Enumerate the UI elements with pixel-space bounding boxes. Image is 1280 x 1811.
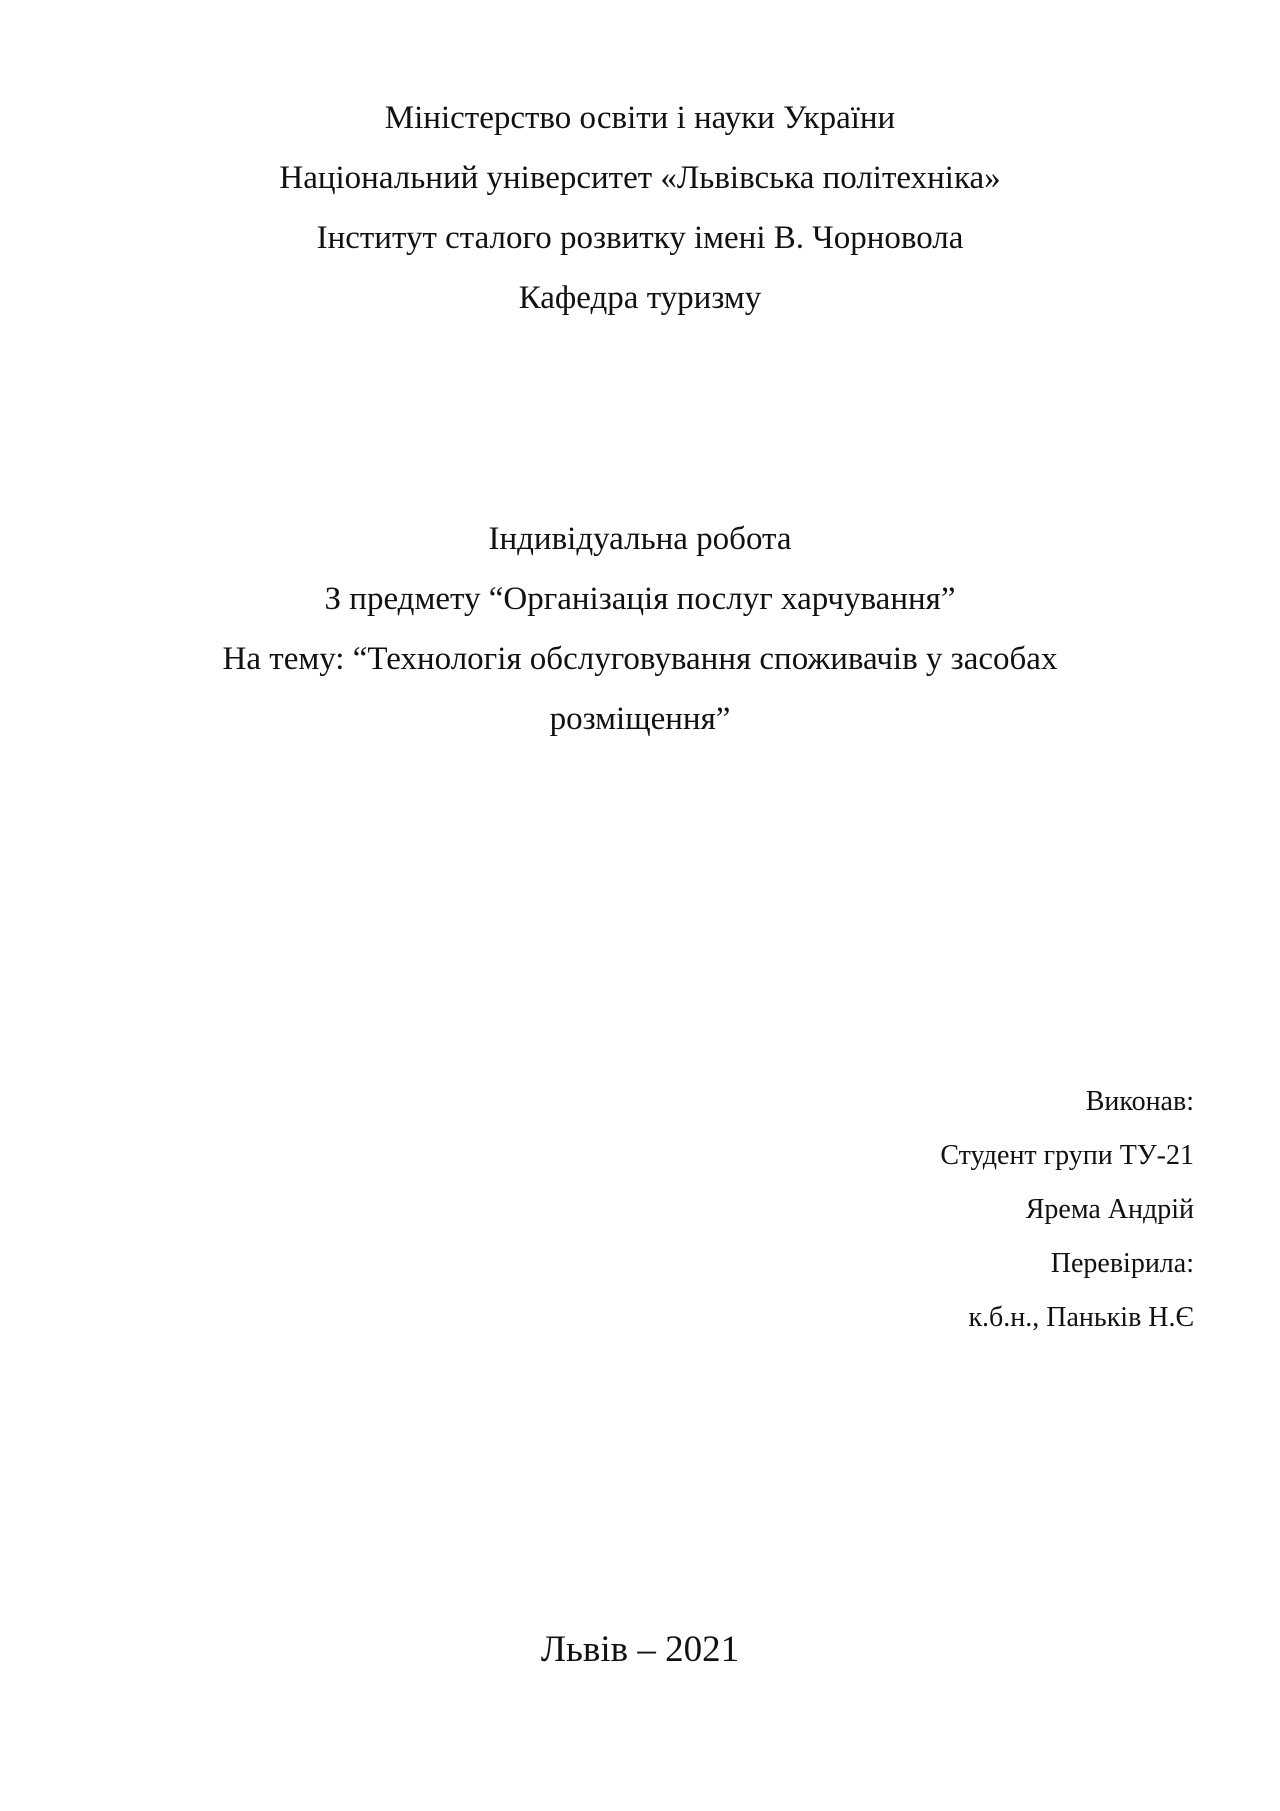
topic-line-1: На тему: “Технологія обслуговування споживачів у засобах	[222, 641, 1058, 677]
work-type: Індивідуальна робота	[488, 521, 792, 557]
student-group: Студент групи ТУ-21	[940, 1140, 1194, 1171]
student-name: Ярема Андрій	[1025, 1194, 1194, 1225]
subject-line: З предмету “Організація послуг харчування”	[324, 581, 956, 617]
work-title-block	[0, 509, 1280, 749]
checked-by-label: Перевірила:	[1050, 1248, 1194, 1279]
department-line: Кафедра туризму	[518, 280, 762, 316]
checker-name: к.б.н., Паньків Н.Є	[968, 1302, 1194, 1333]
ministry-line: Міністерство освіти і науки України	[384, 100, 896, 136]
institution-header	[0, 88, 1280, 328]
signature-block	[694, 1075, 1194, 1345]
topic-line-2: розміщення”	[549, 701, 731, 737]
city-year: Львів – 2021	[540, 1629, 740, 1670]
university-line: Національний університет «Львівська політехніка»	[279, 160, 1001, 196]
done-by-label: Виконав:	[1085, 1086, 1194, 1117]
institute-line: Інститут сталого розвитку імені В. Чорновола	[316, 220, 964, 256]
